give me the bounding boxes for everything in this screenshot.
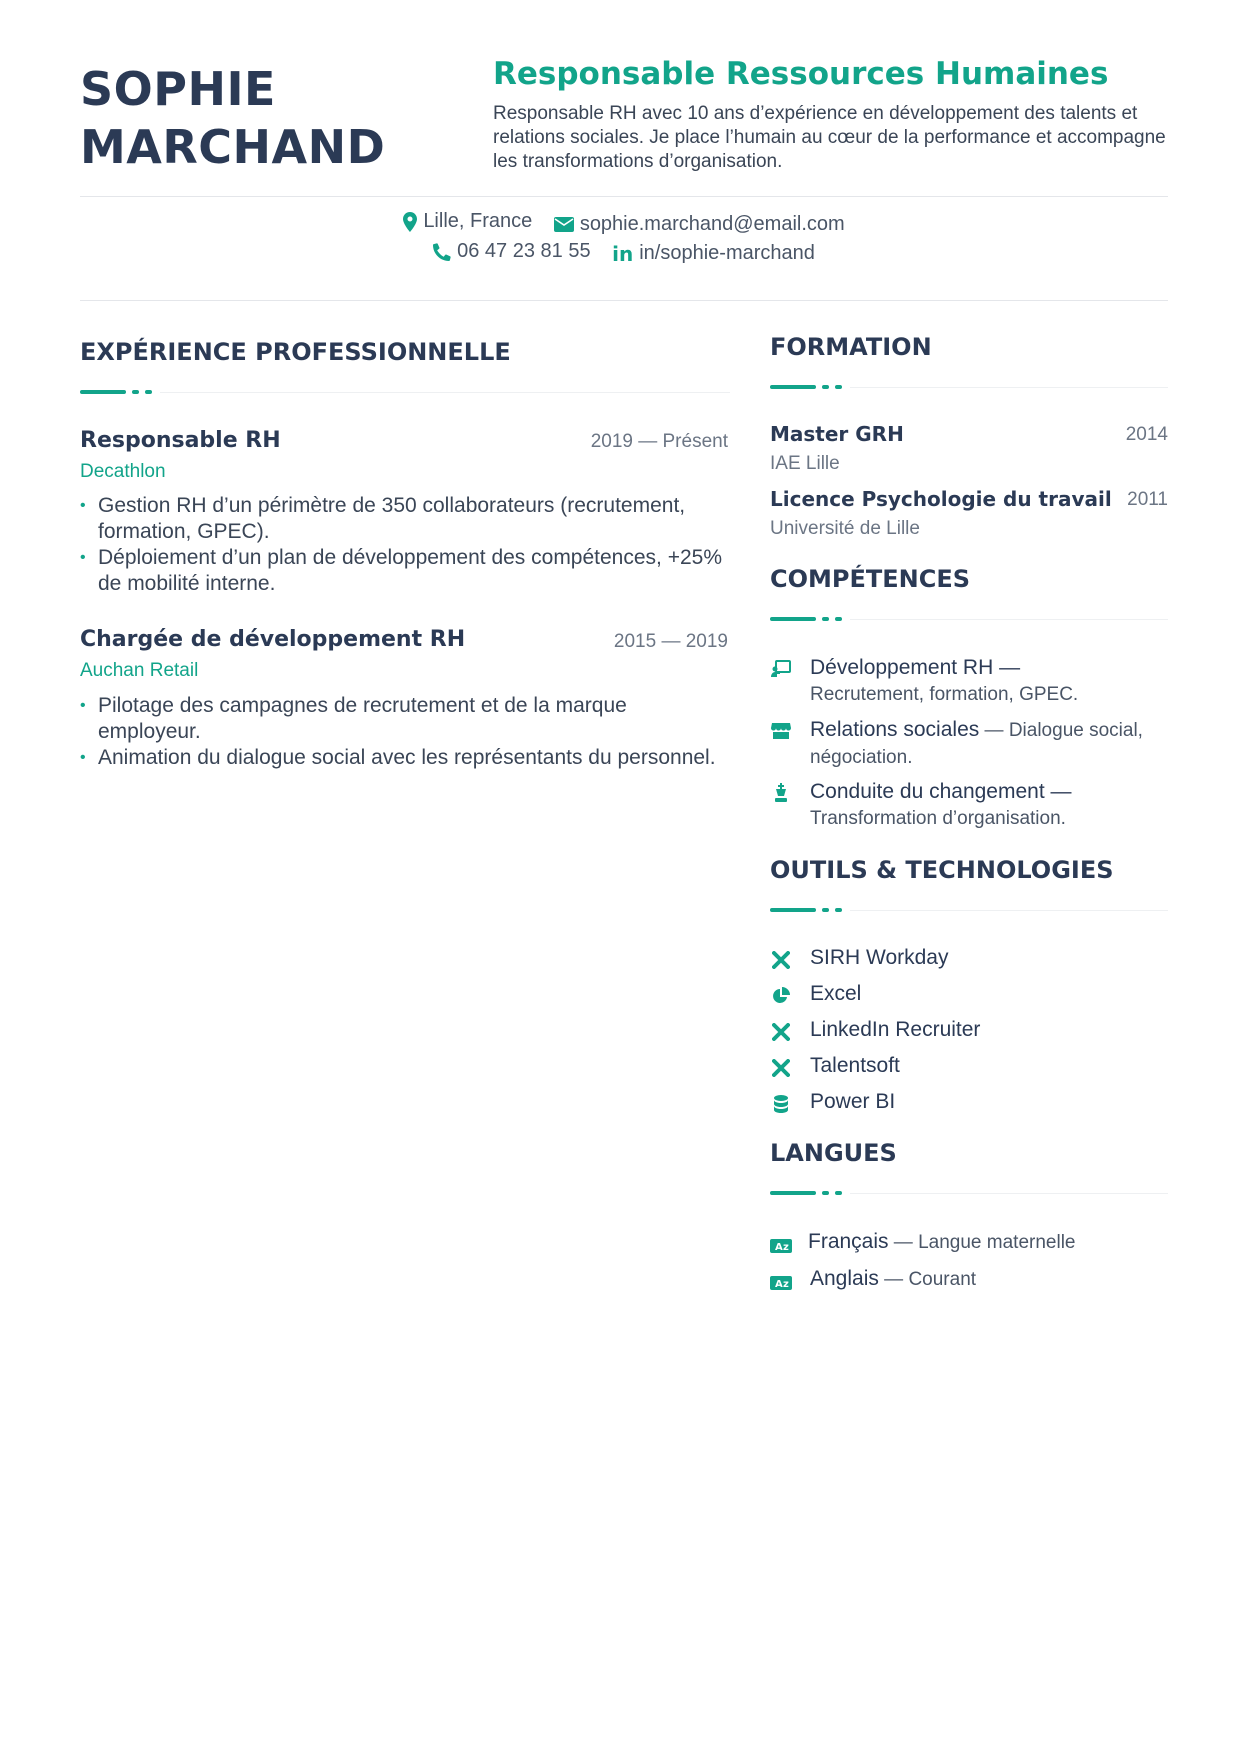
education-heading: FORMATION: [770, 333, 932, 361]
contact-row-1: [80, 210, 1168, 238]
skills-accent: [770, 617, 1168, 622]
tools-accent: [770, 908, 1168, 913]
skill-item: Développement RH — Recrutement, formation, GPEC.: [810, 656, 1079, 705]
contact-email[interactable]: sophie.marchand@email.com: [554, 213, 845, 236]
database-icon: [770, 1093, 792, 1115]
degree-school: IAE Lille: [770, 453, 840, 474]
profile-summary: Responsable RH avec 10 ans d’expérience en développement des talents et relations sociales. Je place l’humain au cœur de la performance et accompagne les transformations d’organisation.: [493, 103, 1166, 172]
tool-item: Power BI: [810, 1090, 896, 1113]
job-title: Responsable RH: [80, 428, 281, 453]
skill-item: Conduite du changement — Transformation d’organisation.: [810, 780, 1072, 829]
experience-heading: EXPÉRIENCE PROFESSIONNELLE: [80, 338, 511, 366]
tool-item: Talentsoft: [810, 1054, 900, 1077]
candidate-name: [80, 60, 480, 176]
degree-year: 2011: [1127, 489, 1168, 510]
last-name: MARCHAND: [80, 120, 386, 174]
tools-icon: [770, 1021, 792, 1043]
language-icon: [770, 1235, 792, 1257]
job-dates: 2019 — Présent: [590, 431, 728, 452]
job-headline: Responsable Ressources Humaines: [493, 56, 1109, 92]
job-bullets: [80, 493, 730, 597]
svg-text:z: z: [783, 1279, 789, 1290]
skills-heading: COMPÉTENCES: [770, 565, 971, 593]
envelope-icon: [554, 217, 574, 232]
list-item: • Pilotage des campagnes de recrutement et de la marque employeur.: [80, 693, 730, 745]
job-company: Decathlon: [80, 461, 166, 482]
linkedin-icon: in: [612, 241, 634, 266]
job-dates: 2015 — 2019: [613, 631, 728, 652]
list-item: • Déploiement d’un plan de développement des compétences, +25% de mobilité interne.: [80, 545, 730, 597]
degree-year: 2014: [1125, 424, 1168, 445]
pie-chart-icon: [770, 985, 792, 1007]
tool-item: SIRH Workday: [810, 946, 949, 969]
tools-icon: [770, 1057, 792, 1079]
list-item: • Gestion RH d’un périmètre de 350 collaborateurs (recrutement, formation, GPEC).: [80, 493, 730, 545]
contact-row-2: [80, 240, 1168, 267]
job-title: Chargée de développement RH: [80, 627, 466, 652]
chalkboard-icon: [770, 658, 792, 680]
skill-item: Relations sociales — Dialogue social, négociation.: [810, 718, 1143, 768]
tools-icon: [770, 949, 792, 971]
phone-icon: [433, 243, 451, 261]
degree-school: Université de Lille: [770, 518, 920, 539]
contact-phone[interactable]: 06 47 23 81 55: [433, 240, 590, 263]
contact-location: Lille, France: [403, 210, 532, 233]
tools-heading: OUTILS & TECHNOLOGIES: [770, 856, 1114, 884]
language-item: Français — Langue maternelle: [808, 1230, 1076, 1253]
list-item: • Animation du dialogue social avec les représentants du personnel.: [80, 745, 730, 771]
contact-divider: [80, 300, 1168, 301]
svg-text:z: z: [783, 1242, 789, 1253]
svg-text:A: A: [775, 1242, 783, 1253]
store-icon: [770, 720, 792, 742]
job-company: Auchan Retail: [80, 660, 199, 681]
language-icon: [770, 1272, 792, 1294]
map-pin-icon: [403, 212, 417, 232]
first-name: SOPHIE: [80, 62, 276, 116]
degree-title: Licence Psychologie du travail: [770, 487, 1112, 511]
svg-text:A: A: [775, 1279, 783, 1290]
languages-heading: LANGUES: [770, 1139, 897, 1167]
contact-linkedin[interactable]: in in/sophie-marchand: [612, 241, 815, 266]
degree-title: Master GRH: [770, 422, 904, 446]
languages-accent: [770, 1191, 1168, 1196]
header-divider: [80, 196, 1168, 197]
education-accent: [770, 385, 1168, 390]
tool-item: LinkedIn Recruiter: [810, 1018, 981, 1041]
job-bullets: [80, 693, 730, 771]
tool-item: Excel: [810, 982, 862, 1005]
chess-icon: [770, 782, 792, 804]
experience-accent: [80, 390, 730, 395]
language-item: Anglais — Courant: [810, 1267, 977, 1290]
